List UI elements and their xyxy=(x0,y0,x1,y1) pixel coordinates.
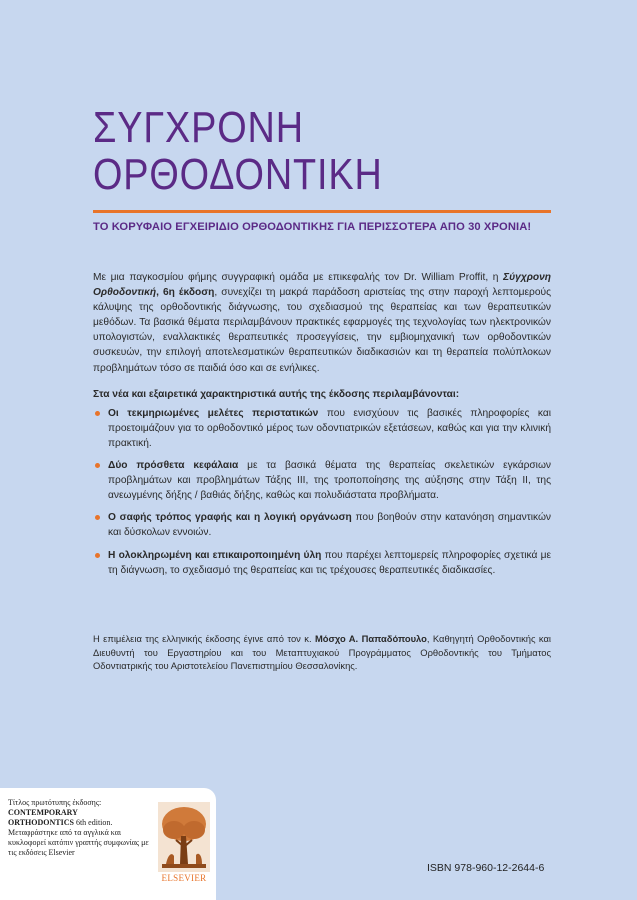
feature-item: Ο σαφής τρόπος γραφής και η λογική οργάνωση που βοηθούν στην κατανόηση σημαντικών και δύσκολων εννοιών. xyxy=(93,510,551,540)
greek-editor-note: Η επιμέλεια της ελληνικής έκδοσης έγινε από τον κ. Μόσχο Α. Παπαδόπουλο, Καθηγητή Ορθοδοντικής και Διευθυντή του Εργαστηρίου και του Μεταπτυχιακού Προγράμματος Ορθοδοντικής του Τμήματος Οδοντιατρικής του Αριστοτελείου Πανεπιστημίου Θεσσαλονίκης. xyxy=(93,633,551,671)
book-title-inline: Σύγχρονη Ορθοδοντική xyxy=(93,272,551,299)
features-lead: Στα νέα και εξαιρετικά χαρακτηριστικά αυτής της έκδοσης περιλαμβάνονται: xyxy=(93,388,460,400)
bullet-icon xyxy=(95,515,100,520)
bullet-icon xyxy=(95,463,100,468)
isbn: ISBN 978-960-12-2644-6 xyxy=(427,862,545,874)
book-title-line1: ΣΥΓΧΡΟΝΗ xyxy=(93,103,304,152)
book-title-line2: ΟΡΘΟΔΟΝΤΙΚΗ xyxy=(93,150,383,199)
subtitle: ΤΟ ΚΟΡΥΦΑΙΟ ΕΓΧΕΙΡΙΔΙΟ ΟΡΘΟΔΟΝΤΙΚΗΣ ΓΙΑ ΠΕΡΙΣΣΟΤΕΡΑ ΑΠΟ 30 ΧΡΟΝΙΑ! xyxy=(93,221,532,233)
book-title xyxy=(93,104,383,198)
orange-divider xyxy=(93,210,551,213)
bullet-icon xyxy=(95,411,100,416)
description-body xyxy=(93,270,551,585)
imprint-box xyxy=(0,788,216,900)
feature-item: Δύο πρόσθετα κεφάλαια με τα βασικά θέματα της θεραπείας σκελετικών εγκάρσιων προβλημάτων και προβλημάτων Τάξης ΙΙΙ, της τροποποίησης της αύξησης στην Τάξη ΙΙ, της ανεωγμένης δήξης / βαθιάς δήξης, καθώς και πολυδιάστατα προβλήματα. xyxy=(93,458,551,503)
elsevier-logo-text: ELSEVIER xyxy=(161,873,207,883)
bullet-icon xyxy=(95,553,100,558)
imprint-text: Τίτλος πρωτότυπης έκδοσης: CONTEMPORARY ORTHODONTICS 6th edition. Μεταφράστηκε από τα αγγλικά και κυκλοφορεί κατόπιν γραπτής συμφωνίας με τις εκδόσεις Elsevier xyxy=(8,798,149,857)
feature-item: Η ολοκληρωμένη και επικαιροποιημένη ύλη που παρέχει λεπτομερείς πληροφορίες σχετικά με τη διάγνωση, το σχεδιασμό της θεραπείας και τις τρέχουσες θεραπευτικές διαδικασίες. xyxy=(93,548,551,578)
features-list xyxy=(93,406,551,578)
intro-paragraph: Με μια παγκοσμίου φήμης συγγραφική ομάδα με επικεφαλής τον Dr. William Proffit, η Σύγχρονη Ορθοδοντική, 6η έκδοση, συνεχίζει τη μακρά παράδοση αριστείας της στην παροχή λεπτομερούς κάλυψης της ορθοδοντικής διάγνωσης, του σχεδιασμού της θεραπείας και των θεραπευτικών μεθόδων. Τα βασικά θέματα περιλαμβάνουν πρακτικές εφαρμογές της τεχνολογίας των ηλεκτρονικών υπολογιστών, εναλλακτικές θεραπευτικές προσεγγίσεις, την εμβιομηχανική των ορθοδοντικών συσκευών, την επιλογή αποτελεσματικών θεραπευτικών διαδικασιών και τη θεραπεία πολύπλοκων προβλημάτων τόσο σε παιδιά όσο και σε ενήλικες. xyxy=(93,272,551,374)
feature-item: Οι τεκμηριωμένες μελέτες περιστατικών που ενισχύουν τις βασικές πληροφορίες και προετοιμάζουν για το ορθοδοντικό μέρος των οδοντιατρικών εξετάσεων, καθώς και για την κλινική πρακτική. xyxy=(93,406,551,451)
